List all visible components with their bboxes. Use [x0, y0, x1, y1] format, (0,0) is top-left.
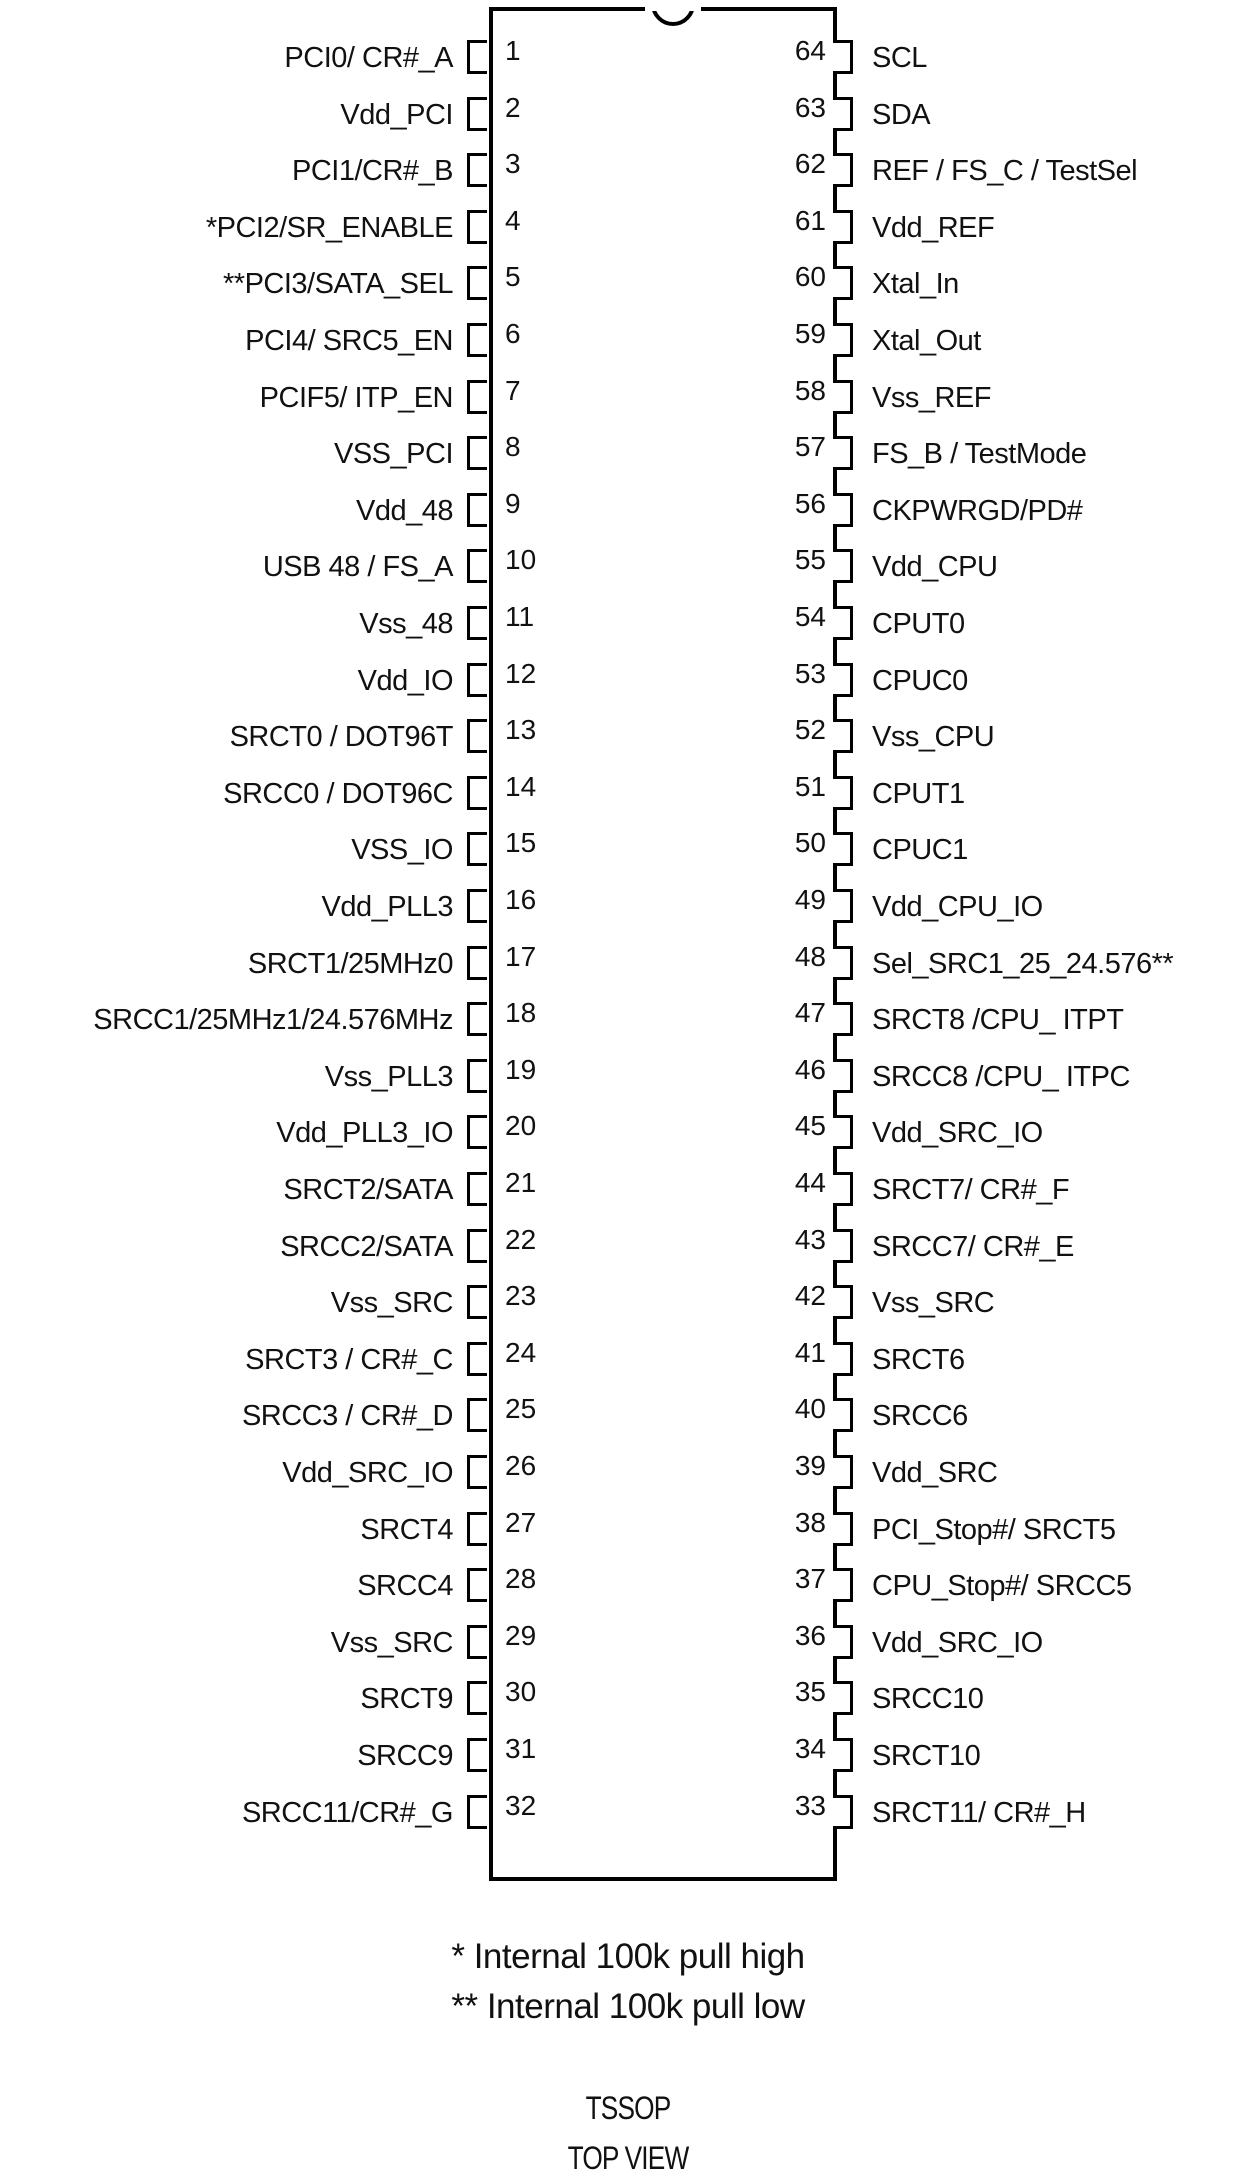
pin-number-60: 60 [794, 261, 826, 292]
pin-number-1: 1 [505, 35, 521, 66]
pin-lead-57 [833, 436, 853, 470]
pin-number-58: 58 [794, 375, 826, 406]
pin-label-26: Vdd_SRC_IO [282, 1457, 453, 1489]
pin-number-45: 45 [794, 1110, 826, 1141]
ic-package-body [489, 7, 837, 1881]
pin-number-14: 14 [505, 771, 537, 802]
pin-lead-52 [833, 719, 853, 753]
pin-number-31: 31 [505, 1733, 537, 1764]
pin-lead-11 [467, 606, 487, 640]
pin-lead-21 [467, 1172, 487, 1206]
pin-number-42: 42 [794, 1280, 826, 1311]
pin-number-23: 23 [505, 1280, 537, 1311]
footnote-pull-low: ** Internal 100k pull low [451, 1987, 805, 2026]
pin-lead-63 [833, 97, 853, 131]
package-type-caption: TSSOP [585, 2090, 671, 2126]
pin-lead-31 [467, 1738, 487, 1772]
pin-label-38: PCI_Stop#/ SRCT5 [872, 1514, 1116, 1546]
pin-label-56: CKPWRGD/PD# [872, 495, 1083, 527]
pin-number-47: 47 [794, 997, 826, 1028]
pin-label-20: Vdd_PLL3_IO [276, 1117, 453, 1149]
pin-lead-45 [833, 1115, 853, 1149]
pin-number-6: 6 [505, 318, 521, 349]
pin-lead-36 [833, 1625, 853, 1659]
pin-label-37: CPU_Stop#/ SRCC5 [872, 1570, 1132, 1602]
pin-label-24: SRCT3 / CR#_C [245, 1344, 453, 1376]
pin-number-46: 46 [794, 1054, 826, 1085]
pin-lead-49 [833, 889, 853, 923]
pin-lead-54 [833, 606, 853, 640]
pin-lead-15 [467, 832, 487, 866]
pin-number-9: 9 [505, 488, 521, 519]
pin-label-18: SRCC1/25MHz1/24.576MHz [93, 1004, 453, 1036]
pin-lead-46 [833, 1059, 853, 1093]
pin-lead-44 [833, 1172, 853, 1206]
pin-lead-58 [833, 380, 853, 414]
pin-label-58: Vss_REF [872, 382, 991, 414]
pin-lead-3 [467, 153, 487, 187]
pin-number-64: 64 [794, 35, 826, 66]
notch-mask [645, 0, 701, 11]
pin-label-11: Vss_48 [359, 608, 453, 640]
pin-label-29: Vss_SRC [330, 1627, 453, 1659]
pin-lead-14 [467, 776, 487, 810]
pin-lead-7 [467, 380, 487, 414]
pin-label-12: Vdd_IO [357, 665, 453, 697]
pin-number-48: 48 [794, 941, 826, 972]
pin-number-33: 33 [794, 1790, 826, 1821]
pin-number-8: 8 [505, 431, 521, 462]
pin-lead-30 [467, 1681, 487, 1715]
pin-lead-13 [467, 719, 487, 753]
pin-number-38: 38 [794, 1507, 826, 1538]
pin-lead-1 [467, 40, 487, 74]
pin-number-21: 21 [505, 1167, 537, 1198]
pin-lead-38 [833, 1512, 853, 1546]
pin-lead-25 [467, 1398, 487, 1432]
pin-label-9: Vdd_48 [356, 495, 453, 527]
pin-label-4: *PCI2/SR_ENABLE [205, 212, 453, 244]
pin-lead-12 [467, 663, 487, 697]
pin-lead-53 [833, 663, 853, 697]
pin-lead-20 [467, 1115, 487, 1149]
pin-number-36: 36 [794, 1620, 826, 1651]
pin-label-47: SRCT8 /CPU_ ITPT [872, 1004, 1124, 1036]
pin-number-20: 20 [505, 1110, 537, 1141]
pin-lead-33 [833, 1795, 853, 1829]
pin-lead-61 [833, 210, 853, 244]
pin-number-10: 10 [505, 544, 537, 575]
pin-number-12: 12 [505, 658, 537, 689]
pin-number-24: 24 [505, 1337, 537, 1368]
pin-number-63: 63 [794, 92, 826, 123]
pin-label-46: SRCC8 /CPU_ ITPC [872, 1061, 1130, 1093]
pin-number-2: 2 [505, 92, 521, 123]
pin-lead-17 [467, 946, 487, 980]
pin-label-16: Vdd_PLL3 [321, 891, 453, 923]
pin-number-40: 40 [794, 1393, 826, 1424]
pin-number-61: 61 [794, 205, 826, 236]
pin-label-44: SRCT7/ CR#_F [872, 1174, 1070, 1206]
pin-label-33: SRCT11/ CR#_H [872, 1797, 1086, 1829]
pin-number-34: 34 [794, 1733, 826, 1764]
pin-label-17: SRCT1/25MHz0 [247, 948, 453, 980]
pin-lead-34 [833, 1738, 853, 1772]
pin-lead-32 [467, 1795, 487, 1829]
pin-lead-6 [467, 323, 487, 357]
pin-label-30: SRCT9 [360, 1683, 453, 1715]
pin-number-52: 52 [794, 714, 826, 745]
pin-lead-9 [467, 493, 487, 527]
pin-label-7: PCIF5/ ITP_EN [259, 382, 453, 414]
footnote-pull-high: * Internal 100k pull high [451, 1937, 805, 1976]
pin-label-32: SRCC11/CR#_G [241, 1797, 453, 1829]
pin-label-42: Vss_SRC [872, 1287, 995, 1319]
pin-lead-2 [467, 97, 487, 131]
pin-number-22: 22 [505, 1224, 537, 1255]
pin-label-2: Vdd_PCI [340, 99, 453, 131]
pin-label-8: VSS_PCI [334, 438, 453, 470]
pin-number-16: 16 [505, 884, 537, 915]
pin-lead-60 [833, 266, 853, 300]
pin-label-40: SRCC6 [872, 1400, 968, 1432]
pin-number-7: 7 [505, 375, 521, 406]
pin-lead-5 [467, 266, 487, 300]
pin-lead-40 [833, 1398, 853, 1432]
pin-number-25: 25 [505, 1393, 537, 1424]
pin-number-26: 26 [505, 1450, 537, 1481]
pin-lead-47 [833, 1002, 853, 1036]
pin-label-14: SRCC0 / DOT96C [223, 778, 453, 810]
pin-lead-18 [467, 1002, 487, 1036]
pin-label-48: Sel_SRC1_25_24.576** [872, 948, 1174, 980]
pin-number-28: 28 [505, 1563, 537, 1594]
pin-lead-56 [833, 493, 853, 527]
pin-lead-35 [833, 1681, 853, 1715]
pin-number-53: 53 [794, 658, 826, 689]
view-caption: TOP VIEW [567, 2140, 689, 2176]
pin-label-62: REF / FS_C / TestSel [872, 155, 1138, 187]
pin-label-13: SRCT0 / DOT96T [229, 721, 453, 753]
pin-number-56: 56 [794, 488, 826, 519]
pin-number-15: 15 [505, 827, 537, 858]
pin-lead-8 [467, 436, 487, 470]
pin-label-60: Xtal_In [872, 268, 959, 300]
pin-label-1: PCI0/ CR#_A [284, 42, 453, 74]
pin-label-15: VSS_IO [351, 834, 453, 866]
pin-label-3: PCI1/CR#_B [291, 155, 453, 187]
pin-label-57: FS_B / TestMode [872, 438, 1087, 470]
pin-number-4: 4 [505, 205, 521, 236]
pin-number-59: 59 [794, 318, 826, 349]
pin-lead-62 [833, 153, 853, 187]
pin-label-41: SRCT6 [872, 1344, 965, 1376]
pin-label-23: Vss_SRC [330, 1287, 453, 1319]
pin-label-55: Vdd_CPU [872, 551, 998, 583]
pin-lead-39 [833, 1455, 853, 1489]
pin-number-32: 32 [505, 1790, 537, 1821]
pin-number-35: 35 [794, 1676, 826, 1707]
pin-label-54: CPUT0 [872, 608, 965, 640]
pin-lead-50 [833, 832, 853, 866]
pin-lead-24 [467, 1342, 487, 1376]
pin-number-3: 3 [505, 148, 521, 179]
pin-number-43: 43 [794, 1224, 826, 1255]
pin-lead-28 [467, 1568, 487, 1602]
pin-lead-16 [467, 889, 487, 923]
pin-lead-55 [833, 549, 853, 583]
pin-label-35: SRCC10 [872, 1683, 984, 1715]
pin-number-30: 30 [505, 1676, 537, 1707]
pin-lead-64 [833, 40, 853, 74]
pin-lead-37 [833, 1568, 853, 1602]
pin-number-62: 62 [794, 148, 826, 179]
pin-number-49: 49 [794, 884, 826, 915]
pin-label-45: Vdd_SRC_IO [872, 1117, 1043, 1149]
pin-number-17: 17 [505, 941, 537, 972]
pin-label-49: Vdd_CPU_IO [872, 891, 1043, 923]
pin-number-27: 27 [505, 1507, 537, 1538]
pin-number-5: 5 [505, 261, 521, 292]
pin-lead-4 [467, 210, 487, 244]
pin-label-50: CPUC1 [872, 834, 968, 866]
pin-label-25: SRCC3 / CR#_D [241, 1400, 453, 1432]
pin-lead-42 [833, 1285, 853, 1319]
pin-number-50: 50 [794, 827, 826, 858]
pin-label-51: CPUT1 [872, 778, 965, 810]
pin-label-63: SDA [872, 99, 931, 131]
pin-number-13: 13 [505, 714, 537, 745]
pin-number-41: 41 [794, 1337, 826, 1368]
pin-lead-43 [833, 1229, 853, 1263]
pin-number-54: 54 [794, 601, 826, 632]
pin-label-6: PCI4/ SRC5_EN [245, 325, 453, 357]
pin-number-19: 19 [505, 1054, 537, 1085]
pin-number-55: 55 [794, 544, 826, 575]
pin-label-53: CPUC0 [872, 665, 968, 697]
pin-lead-10 [467, 549, 487, 583]
pin-label-22: SRCC2/SATA [280, 1231, 453, 1263]
pin-lead-26 [467, 1455, 487, 1489]
pin-number-44: 44 [794, 1167, 826, 1198]
pin-lead-41 [833, 1342, 853, 1376]
pin-lead-27 [467, 1512, 487, 1546]
pin-number-51: 51 [794, 771, 826, 802]
pin-label-39: Vdd_SRC [872, 1457, 998, 1489]
pin-label-61: Vdd_REF [872, 212, 995, 244]
pin-label-27: SRCT4 [360, 1514, 453, 1546]
pin-lead-59 [833, 323, 853, 357]
pin-label-28: SRCC4 [357, 1570, 453, 1602]
pin-label-52: Vss_CPU [872, 721, 995, 753]
pin-label-36: Vdd_SRC_IO [872, 1627, 1043, 1659]
pin-lead-51 [833, 776, 853, 810]
pin-lead-48 [833, 946, 853, 980]
pin-label-43: SRCC7/ CR#_E [872, 1231, 1074, 1263]
pin-label-34: SRCT10 [872, 1740, 981, 1772]
pin-lead-22 [467, 1229, 487, 1263]
pin-label-10: USB 48 / FS_A [262, 551, 453, 583]
pin-number-39: 39 [794, 1450, 826, 1481]
pin-number-18: 18 [505, 997, 537, 1028]
pin-number-37: 37 [794, 1563, 826, 1594]
pin-number-57: 57 [794, 431, 826, 462]
pin-label-5: **PCI3/SATA_SEL [223, 268, 453, 300]
pin-lead-23 [467, 1285, 487, 1319]
pin-label-21: SRCT2/SATA [283, 1174, 453, 1206]
pin-label-59: Xtal_Out [872, 325, 981, 357]
pin-label-64: SCL [872, 42, 927, 74]
pin-label-31: SRCC9 [357, 1740, 453, 1772]
pin-number-11: 11 [505, 601, 535, 632]
pin-number-29: 29 [505, 1620, 537, 1651]
pin-lead-29 [467, 1625, 487, 1659]
pin-label-19: Vss_PLL3 [324, 1061, 453, 1093]
pin-lead-19 [467, 1059, 487, 1093]
